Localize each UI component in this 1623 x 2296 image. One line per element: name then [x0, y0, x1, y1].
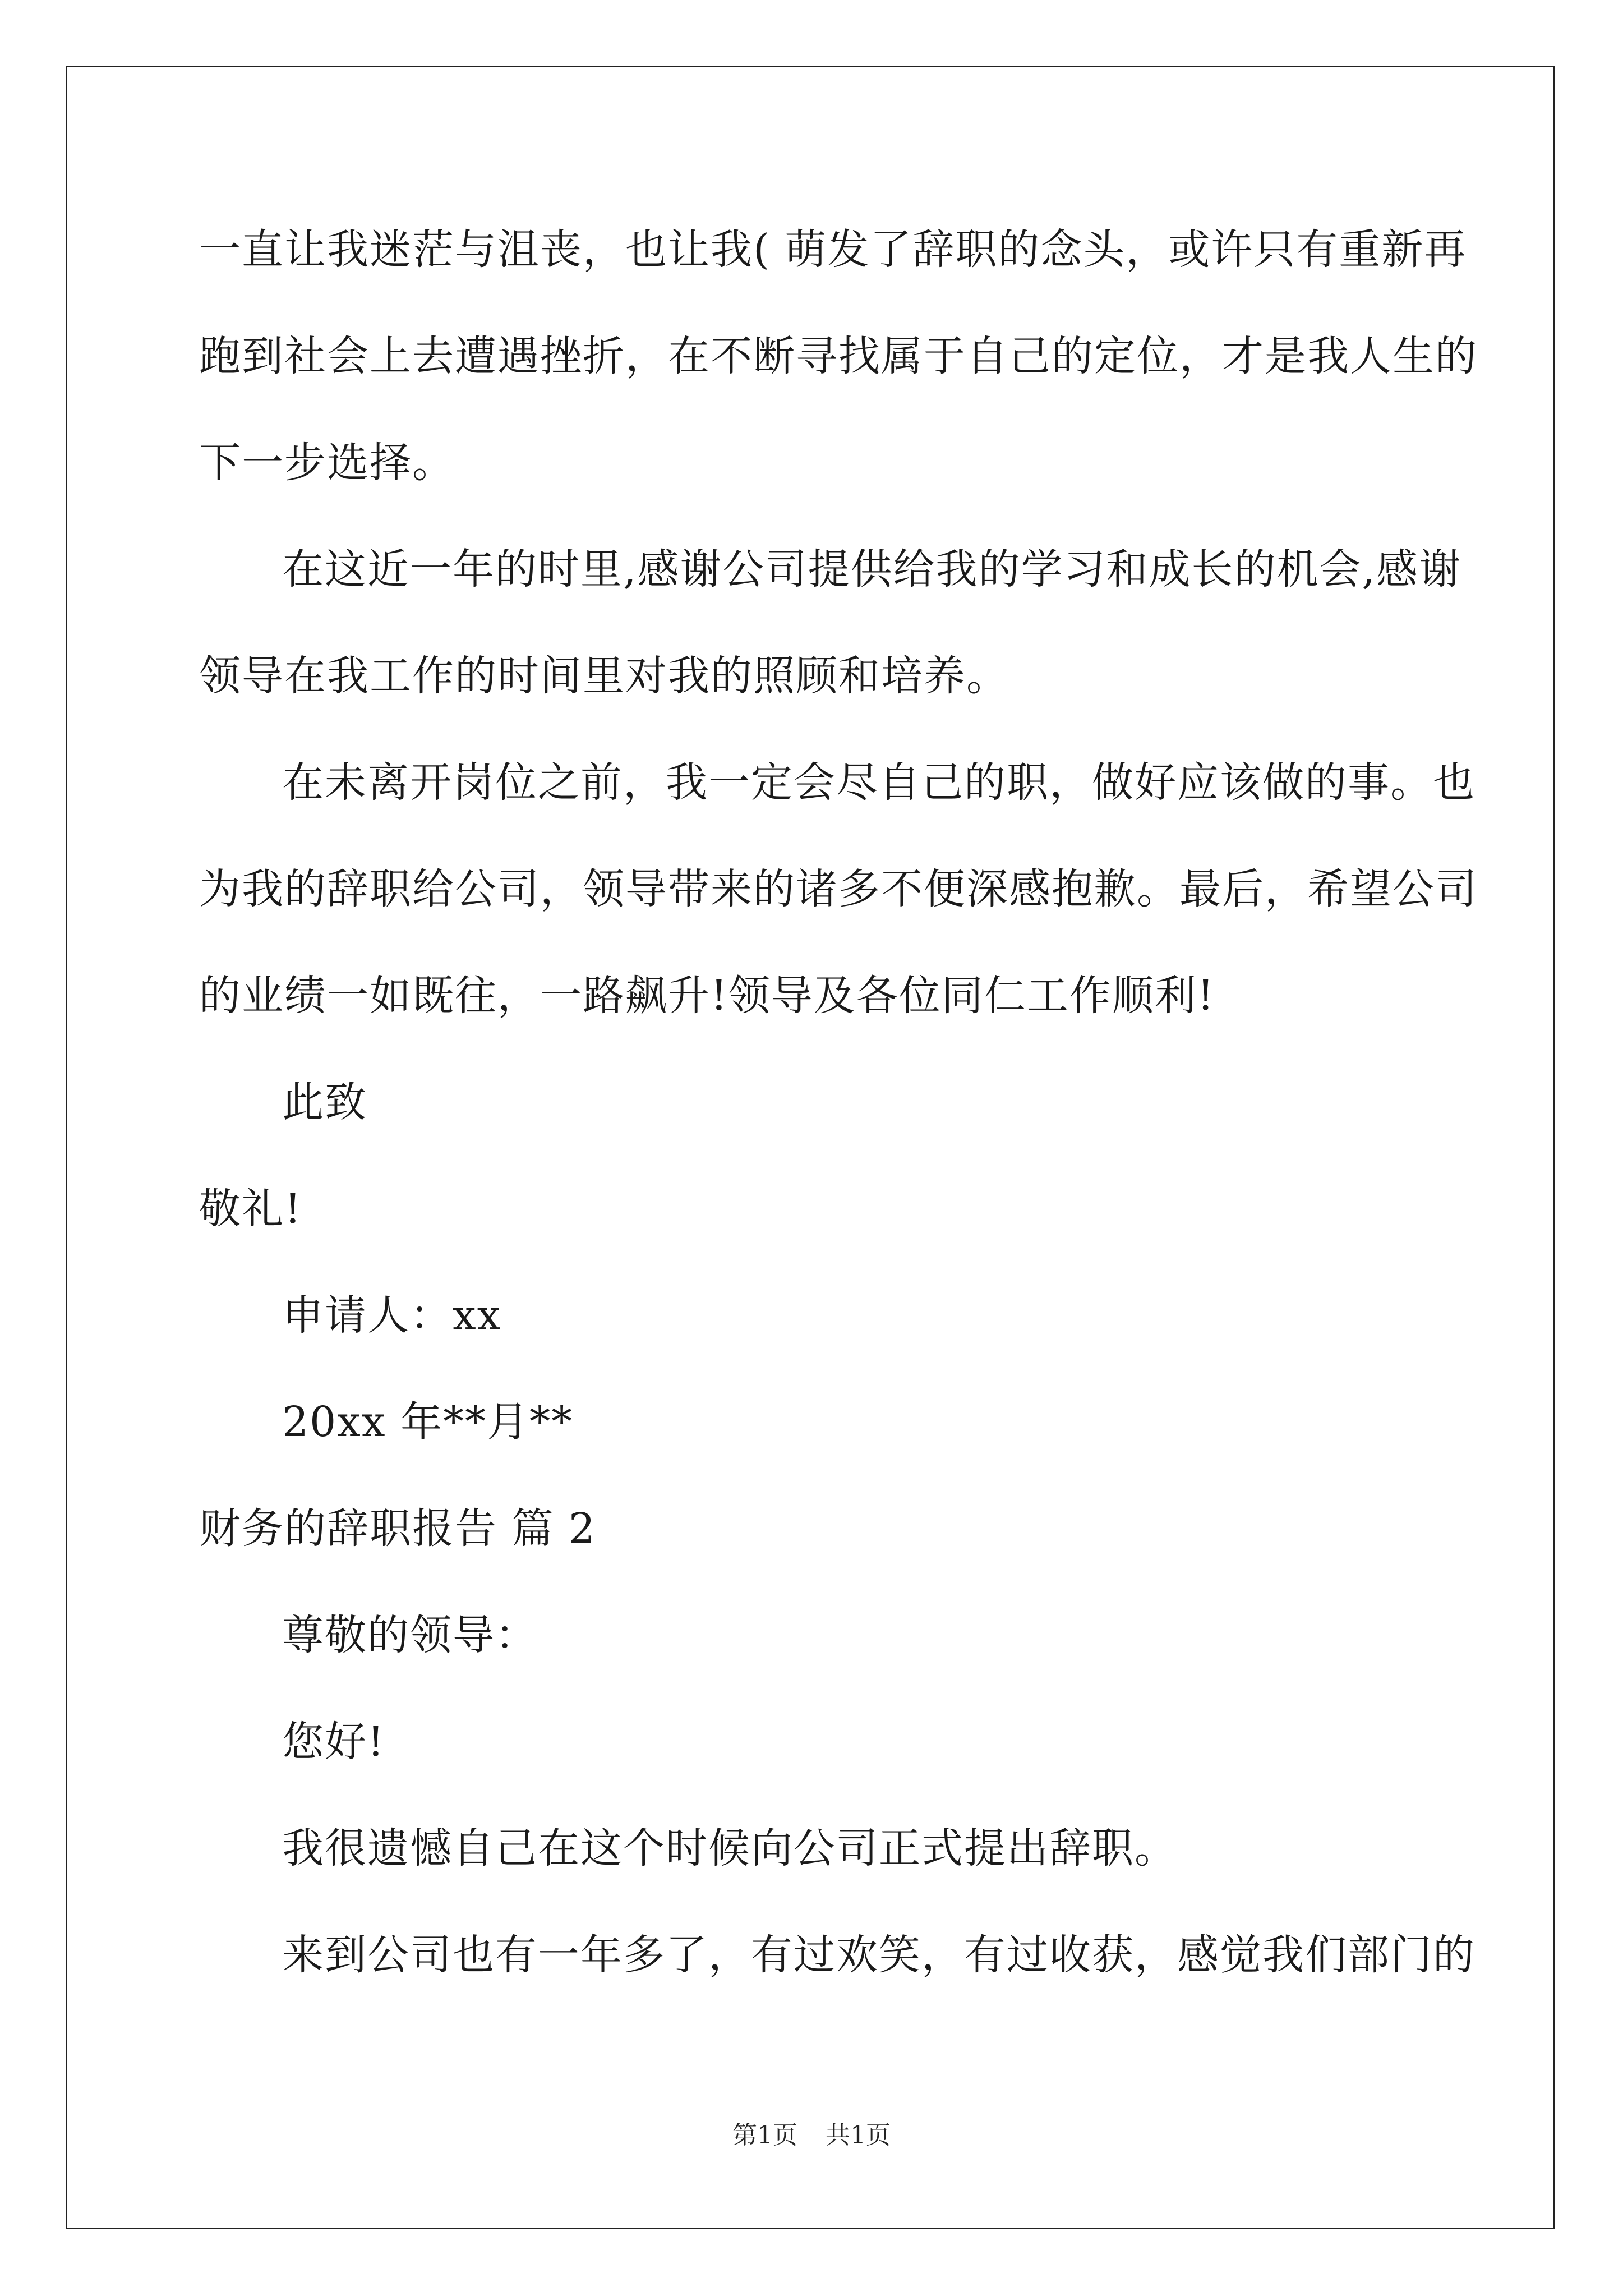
- document-body: [199, 219, 1478, 2031]
- page-number-total: 共1页: [826, 2121, 891, 2150]
- section-heading: 财务的辞职报告 篇 2: [199, 1504, 597, 1553]
- paragraph-line: 在未离开岗位之前，我一定会尽自己的职，做好应该做的事。也: [282, 758, 1476, 807]
- closing-regards: 敬礼!: [199, 1185, 302, 1233]
- closing-salutation: 此致: [282, 1078, 367, 1126]
- letter-greeting: 尊敬的领导：: [282, 1611, 538, 1659]
- paragraph-line: 来到公司也有一年多了，有过欢笑，有过收获，感觉我们部门的: [282, 1931, 1476, 1979]
- letter-date: 20xx 年**月**: [282, 1398, 574, 1446]
- paragraph-line: 为我的辞职给公司，领导带来的诸多不便深感抱歉。最后，希望公司: [199, 865, 1478, 913]
- applicant-signature: 申请人：xx: [282, 1291, 502, 1340]
- paragraph-line: 的业绩一如既往，一路飙升!领导及各位同仁工作顺利!: [199, 972, 1215, 1020]
- paragraph-line: 领导在我工作的时间里对我的照顾和培养。: [199, 652, 1009, 700]
- paragraph-line: 在这近一年的时里,感谢公司提供给我的学习和成长的机会,感谢: [282, 545, 1462, 593]
- letter-hello: 您好!: [282, 1718, 385, 1766]
- paragraph-line: 我很遗憾自己在这个时候向公司正式提出辞职。: [282, 1824, 1177, 1872]
- paragraph-line: 一直让我迷茫与沮丧，也让我( 萌发了辞职的念头，或许只有重新再: [199, 226, 1467, 274]
- paragraph-line: 下一步选择。: [199, 439, 455, 487]
- page-footer: [0, 2115, 1623, 2151]
- paragraph-line: 跑到社会上去遭遇挫折，在不断寻找属于自己的定位，才是我人生的: [199, 332, 1478, 380]
- page-number-current: 第1页: [732, 2121, 797, 2150]
